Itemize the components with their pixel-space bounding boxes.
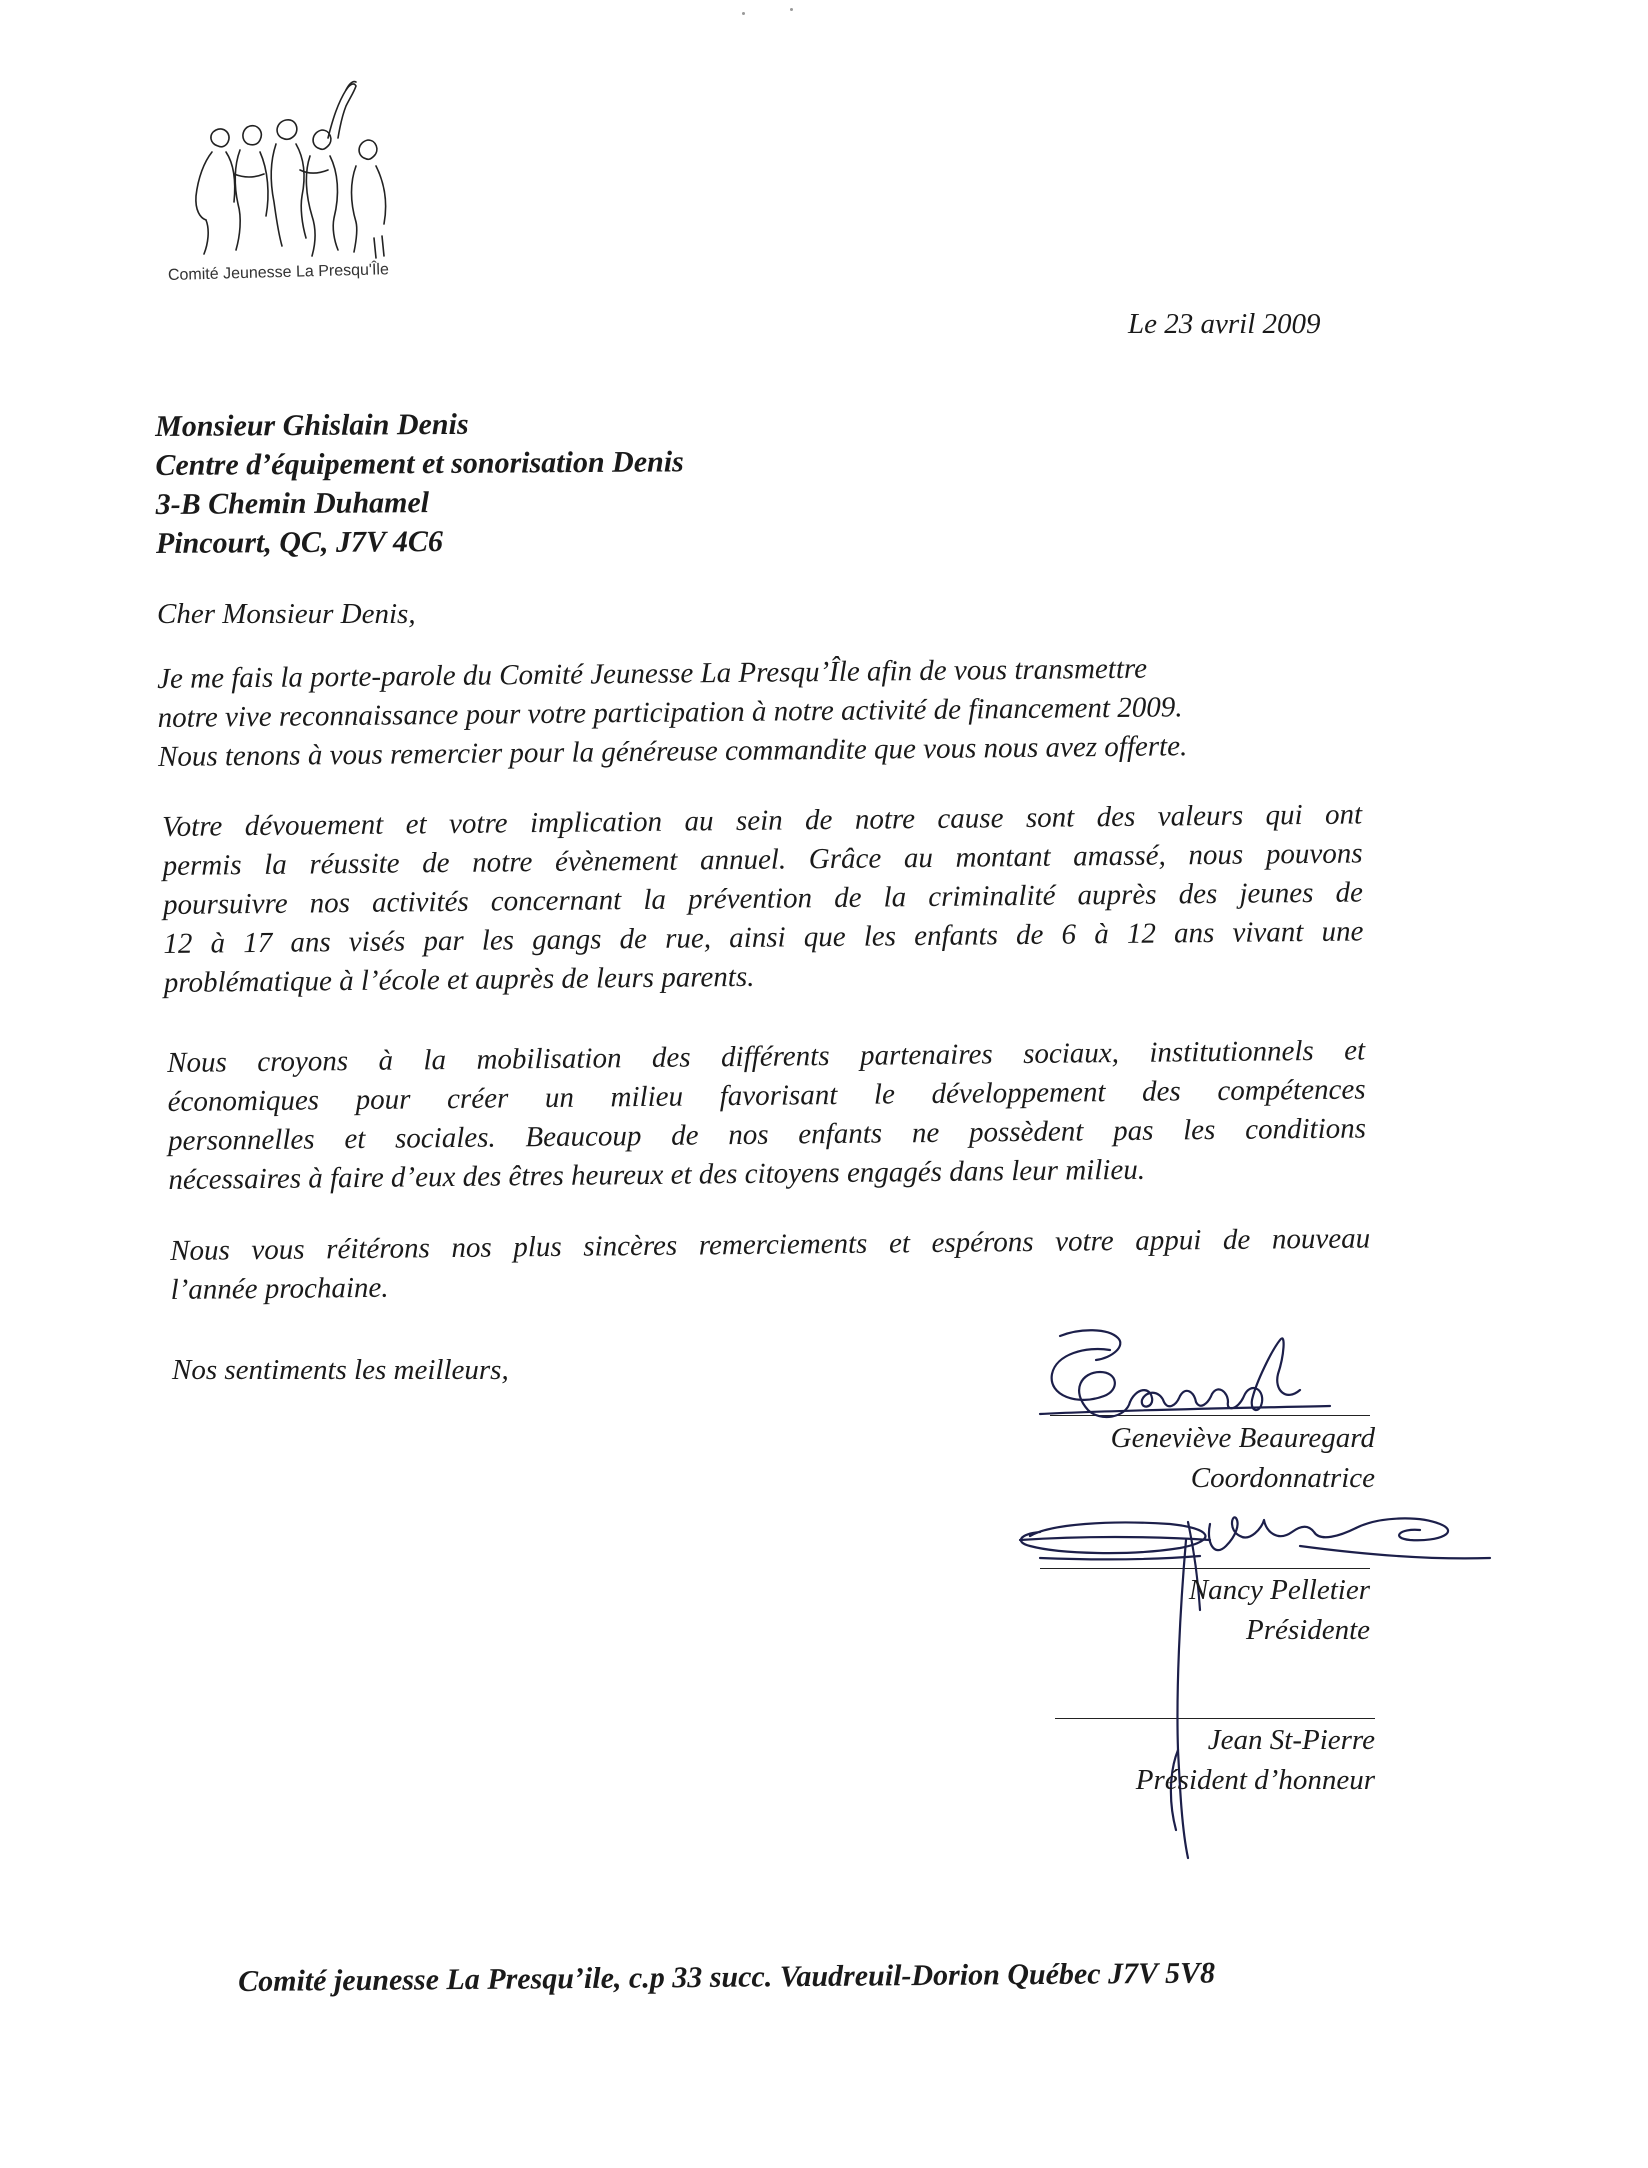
scan-speck (742, 12, 745, 15)
paragraph-line: poursuivre nos activités concernant la prévention de la criminalité auprès des jeunes de (162, 876, 1364, 921)
paragraph-line: Nous tenons à vous remercier pour la généreuse commandite que vous nous avez offerte. (157, 730, 1188, 773)
paragraph-line: personnelles et sociales. Beaucoup de nos enfants ne possèdent pas les conditions (167, 1112, 1367, 1157)
signatory-title: Coordonnatrice (1190, 1462, 1375, 1494)
closing-line: Nos sentiments les meilleurs, (172, 1354, 509, 1386)
signatory-title: Président d’honneur (1135, 1764, 1375, 1796)
paragraph-line: problématique à l’école et auprès de leurs parents. (163, 960, 755, 999)
paragraph-line: Nous vous réitérons nos plus sincères remerciements et espérons votre appui de nouveau (170, 1222, 1371, 1267)
body-paragraph-4 (170, 1219, 1371, 1310)
paragraph-line: Nous croyons à la mobilisation des différents partenaires sociaux, institutionnels et (167, 1034, 1366, 1079)
signatory-st-pierre (1040, 1720, 1375, 1800)
paragraph-line: 12 à 17 ans visés par les gangs de rue, ainsi que les enfants de 6 à 12 ans vivant une (163, 915, 1364, 960)
body-paragraph-1 (157, 648, 1338, 777)
recipient-address (155, 404, 684, 564)
recipient-city: Pincourt, QC, J7V 4C6 (155, 524, 444, 560)
body-paragraph-2 (162, 795, 1364, 1003)
paragraph-line: permis la réussite de notre évènement annuel. Grâce au montant amassé, nous pouvons (162, 837, 1363, 882)
signatory-name: Geneviève Beauregard (1110, 1422, 1375, 1454)
signatory-beauregard (1050, 1418, 1375, 1498)
signatory-name: Jean St-Pierre (1207, 1724, 1375, 1756)
signatory-pelletier (1040, 1570, 1370, 1650)
group-of-people-drawing-icon (178, 78, 398, 263)
recipient-name: Monsieur Ghislain Denis (155, 407, 469, 443)
paragraph-line: Votre dévouement et votre implication au sein de notre cause sont des valeurs qui ont (162, 798, 1363, 843)
paragraph-line: Je me fais la porte-parole du Comité Jeunesse La Presqu’Île afin de vous transmettre (157, 652, 1148, 695)
signatory-name: Nancy Pelletier (1188, 1574, 1370, 1606)
paragraph-line: nécessaires à faire d’eux des êtres heureux et des citoyens engagés dans leur milieu. (168, 1153, 1146, 1196)
logo-caption: Comité Jeunesse La Presqu'Île (167, 261, 390, 284)
recipient-company: Centre d’équipement et sonorisation Denis (155, 445, 684, 482)
paragraph-line: notre vive reconnaissance pour votre participation à notre activité de financement 2009. (157, 691, 1183, 734)
letter-date: Le 23 avril 2009 (1128, 308, 1321, 340)
signatory-title: Présidente (1245, 1614, 1370, 1646)
recipient-street: 3-B Chemin Duhamel (155, 486, 430, 521)
organization-logo (168, 78, 428, 298)
organization-footer-address: Comité jeunesse La Presqu’ile, c.p 33 succ. Vaudreuil-Dorion Québec J7V 5V8 (238, 1956, 1216, 1998)
paragraph-line: l’année prochaine. (170, 1271, 389, 1306)
salutation: Cher Monsieur Denis, (157, 598, 416, 630)
scan-speck (790, 8, 793, 11)
body-paragraph-3 (167, 1031, 1367, 1200)
paragraph-line: économiques pour créer un milieu favorisant le développement des compétences (167, 1073, 1366, 1118)
